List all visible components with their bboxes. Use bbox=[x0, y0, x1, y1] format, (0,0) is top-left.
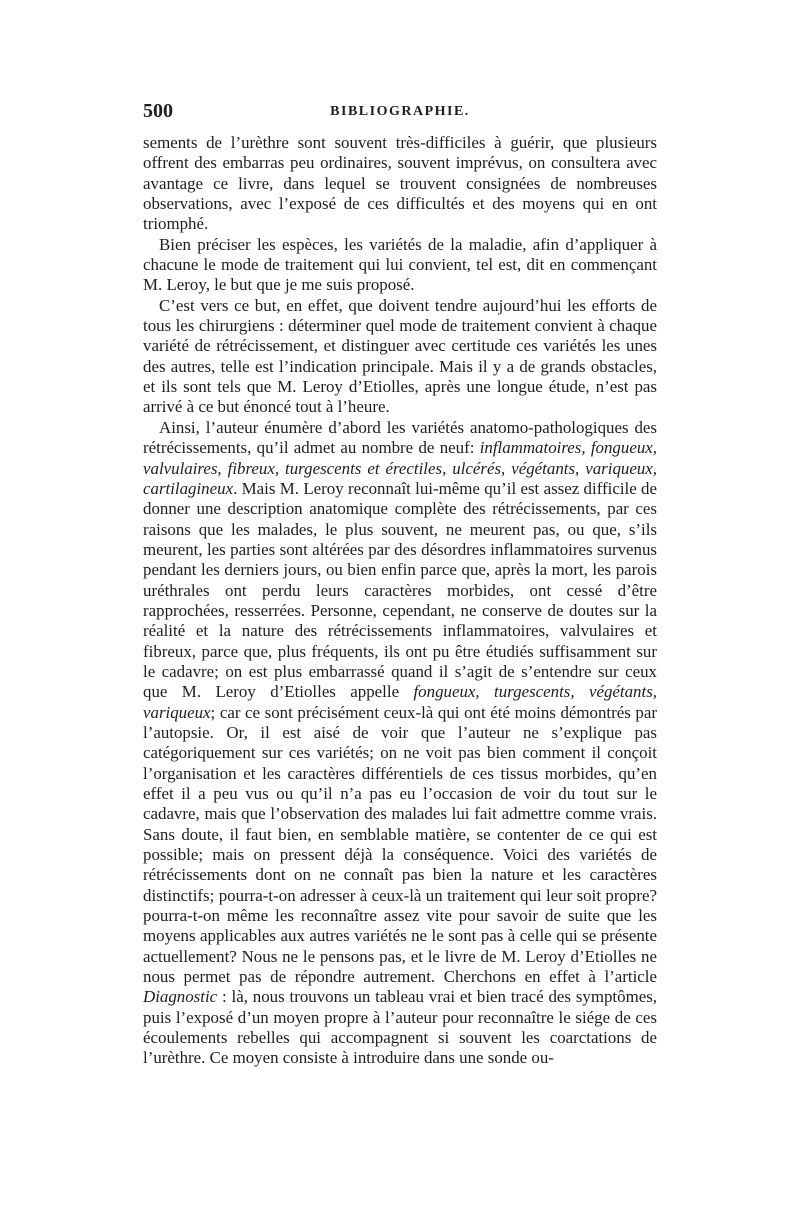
italic-run: inflammatoires, fongueux, valvulaires, fibreux, turgescents et érectiles, ulcérés, végétants, variqueux, cartilagineux bbox=[143, 438, 657, 498]
paragraph bbox=[143, 418, 657, 1069]
italic-run: Diagnostic bbox=[143, 987, 218, 1007]
paragraph-continuation bbox=[143, 133, 657, 235]
page-header bbox=[143, 100, 657, 130]
text-run: C’est vers ce but, en effet, que doivent tendre aujourd’hui les efforts de tous les chirurgiens : déterminer quel mode de traitement convient à chaque variété de rétrécissement, et distinguer avec certitude ces variétés les unes des autres, telle est l’indication principale. Mais il y a de grands obstacles, et ils sont tels que M. Leroy d’Etiolles, après une longue étude, n’est pas arrivé à ce but énoncé tout à l’heure. bbox=[143, 295, 657, 417]
paragraph bbox=[143, 235, 657, 296]
italic-run: fongueux, turgescents, végétants, variqueux bbox=[143, 682, 657, 722]
text-run: ; car ce sont précisément ceux-là qui ont été moins démontrés par l’autopsie. Or, il est aisé de voir que l’auteur ne s’explique pas catégoriquement sur ces variétés; on ne voit pas bien comment il conçoit l’organisation et les caractères différentiels de ces tissus morbides, qu’en effet il a peu vus ou qu’il n’a pas eu l’occasion de voir du tout sur le cadavre, mais que l’observation des malades lui fait admettre comme vrais. Sans doute, il faut bien, en semblable matière, se contenter de ce qui est possible; mais on pressent déjà la conséquence. Voici des variétés de rétrécissements dont on ne connaît pas bien la nature et les caractères distinctifs; pourra-t-on adresser à ceux-là un traitement qui leur soit propre? pourra-t-on même les reconnaître assez vite pour savoir de suite que les moyens applicables aux autres variétés ne le sont pas à celle qui se présente actuellement? Nous ne le pensons pas, et le livre de M. Leroy d’Etiolles ne nous permet pas de répondre autrement. Cherchons en effet à l’article bbox=[143, 702, 657, 987]
text-run: sements de l’urèthre sont souvent très-difficiles à guérir, que plusieurs offrent des embarras peu ordinaires, souvent imprévus, on consultera avec avantage ce livre, dans lequel se trouvent consignées de nombreuses observations, avec l’exposé de ces difficultés et des moyens qui en ont triomphé. bbox=[143, 133, 657, 234]
book-page bbox=[143, 100, 657, 1069]
page-number: 500 bbox=[143, 100, 173, 122]
text-run: . Mais M. Leroy reconnaît lui-même qu’il est assez difficile de donner une description anatomique complète des rétrécissements, par ces raisons que les malades, le plus souvent, ne meurent pas, ou que, s’ils meurent, les parties sont altérées par des désordres inflammatoires survenus pendant les derniers jours, ou bien enfin parce que, après la mort, les parois uréthrales ont perdu leurs caractères morbides, ont cessé d’être rapprochées, resserrées. Personne, cependant, ne conserve de doutes sur la réalité et la nature des rétrécissements inflammatoires, valvulaires et fibreux, parce que, plus fréquents, ils ont pu être étudiés suffisamment sur le cadavre; on est plus embarrassé quand il s’agit de s’entendre sur ceux que M. Leroy d’Etiolles appelle bbox=[143, 478, 657, 702]
text-run: : là, nous trouvons un tableau vrai et bien tracé des symptômes, puis l’exposé d’un moyen propre à l’auteur pour reconnaître le siége de ces écoulements rebelles qui accompagnent si souvent les coarctations de l’urèthre. Ce moyen consiste à introduire dans une sonde ou- bbox=[143, 987, 657, 1068]
body-text bbox=[143, 133, 657, 1069]
text-run: Ainsi, l’auteur énumère d’abord les variétés anatomo-pathologiques des rétrécissements, qu’il admet au nombre de neuf: bbox=[143, 417, 657, 458]
running-title: BIBLIOGRAPHIE. bbox=[330, 104, 470, 119]
text-run: Bien préciser les espèces, les variétés de la maladie, afin d’appliquer à chacune le mode de traitement qui lui convient, tel est, dit en commençant M. Leroy, le but que je me suis proposé. bbox=[143, 234, 657, 295]
paragraph bbox=[143, 296, 657, 418]
